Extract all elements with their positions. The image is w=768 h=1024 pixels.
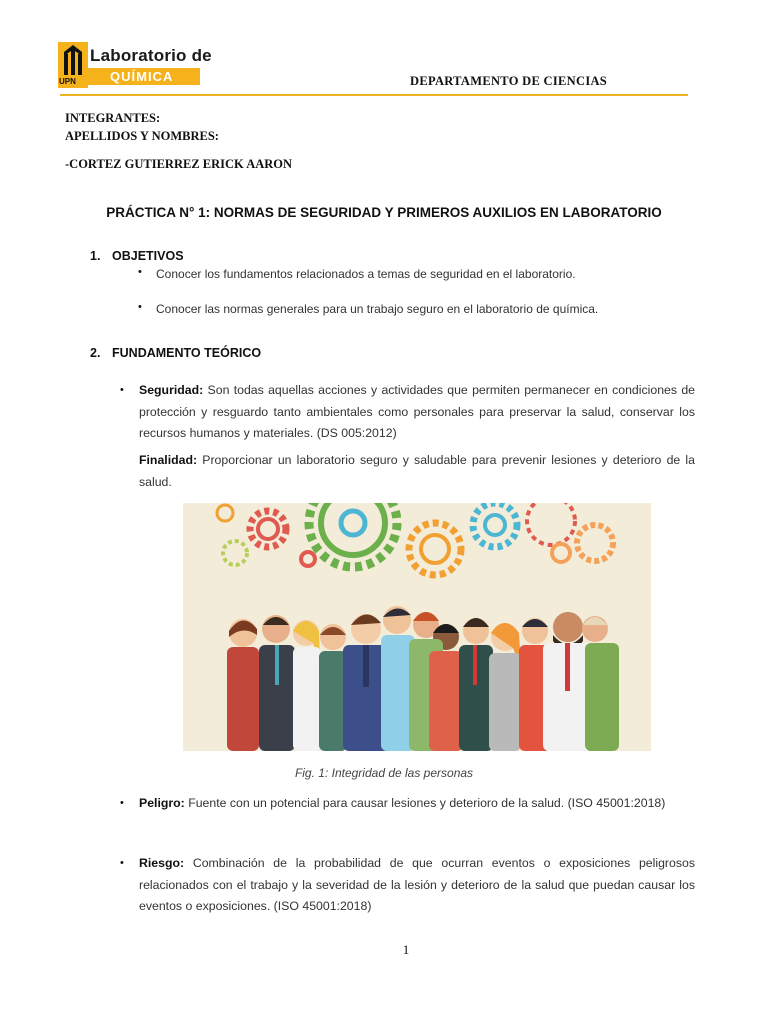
peligro-term: Peligro: <box>139 796 185 810</box>
peligro-paragraph <box>139 793 699 815</box>
page-number: 1 <box>402 942 410 957</box>
logo-subtitle: QUÍMICA <box>110 69 174 84</box>
objective-item: Conocer los fundamentos relacionados a temas de seguridad en el laboratorio. <box>156 267 576 281</box>
people-gears-illustration <box>183 503 651 751</box>
section-1-title: OBJETIVOS <box>112 249 184 263</box>
section-2-number: 2. <box>90 346 101 360</box>
seguridad-paragraph <box>139 380 695 445</box>
bullet-icon: • <box>120 797 124 809</box>
peligro-text: Fuente con un potencial para causar lesiones y deterioro de la salud. (ISO 45001:2018) <box>184 796 666 810</box>
header-divider <box>60 94 688 96</box>
seguridad-text: Son todas aquellas acciones y actividades que permiten permanecer en condiciones de protección y resguardo tanto ambientales como personales para preservar la salud, conservar los recursos humanos y materiales. (DS 005:2012) <box>139 383 695 440</box>
riesgo-term: Riesgo: <box>139 856 185 870</box>
practice-title: PRÁCTICA N° 1: NORMAS DE SEGURIDAD Y PRIMEROS AUXILIOS EN LABORATORIO <box>106 205 662 220</box>
members-label: INTEGRANTES: <box>65 111 161 125</box>
bullet-icon: • <box>120 857 124 869</box>
logo-badge-text: UPN <box>59 77 76 86</box>
figure-caption: Fig. 1: Integridad de las personas <box>294 766 474 780</box>
bullet-icon: • <box>138 266 142 278</box>
logo-title: Laboratorio de <box>90 46 212 65</box>
bullet-icon: • <box>120 384 124 396</box>
finalidad-term: Finalidad: <box>139 453 198 467</box>
objective-item: Conocer las normas generales para un trabajo seguro en el laboratorio de química. <box>156 302 599 316</box>
seguridad-term: Seguridad: <box>139 383 204 397</box>
finalidad-paragraph <box>139 450 695 493</box>
bullet-icon: • <box>138 301 142 313</box>
department-title: DEPARTAMENTO DE CIENCIAS <box>410 74 608 88</box>
illustration-image <box>183 503 651 751</box>
names-label: APELLIDOS Y NOMBRES: <box>65 129 219 143</box>
riesgo-paragraph <box>139 853 695 918</box>
member-name: -CORTEZ GUTIERREZ ERICK AARON <box>65 157 293 171</box>
finalidad-text: Proporcionar un laboratorio seguro y saludable para prevenir lesiones y deterioro de la salud. <box>139 453 695 489</box>
riesgo-text: Combinación de la probabilidad de que ocurran eventos o exposiciones peligrosos relacionados con el trabajo y la severidad de la lesión y deterioro de la salud que puedan causar los eventos o exposiciones. (ISO 45001:2018) <box>139 856 695 913</box>
section-1-number: 1. <box>90 249 101 263</box>
section-2-title: FUNDAMENTO TEÓRICO <box>112 346 262 360</box>
